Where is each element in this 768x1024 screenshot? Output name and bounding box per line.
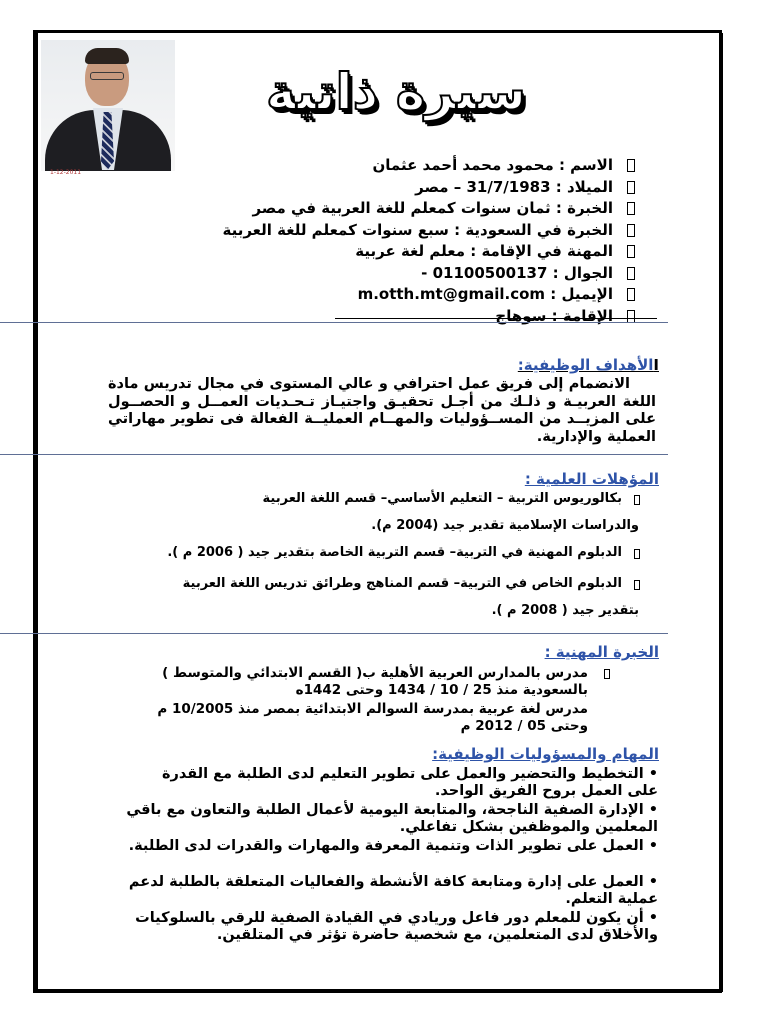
profile-photo (41, 40, 175, 171)
bullet-box-icon (604, 669, 610, 679)
photo-date: 1-12-2011 (50, 169, 82, 176)
bullet-box-icon (627, 224, 635, 237)
info-name: الاسم : محمود محمد أحمد عثمان (280, 155, 635, 177)
qualifications-heading: المؤهلات العلمية : (524, 470, 659, 488)
bullet-box-icon (627, 267, 635, 280)
bullet-box-icon (627, 202, 635, 215)
qualification-item: الدبلوم الخاص في التربية– قسم المناهج وطرائق تدريس اللغة العربية (75, 576, 640, 591)
objectives-text: الانضمام إلى فريق عمل احترافي و عالي المستوى في مجال تدريس مادة اللغة العربيـة و ذلـك من أجـل تحقيـق واجتيـاز تـحـديات العمــل و الحصــول على المزيــد من المســؤوليات والمهــام العمليــة الفعالة فى تطوير مهاراتي العملية والإدارية. (108, 376, 656, 445)
info-profession: المهنة في الإقامة : معلم لغة عربية (280, 241, 635, 263)
section-divider (0, 322, 668, 323)
bullet-box-icon (634, 580, 640, 590)
experience-item: مدرس بالمدارس العربية الأهلية ب( القسم الابتدائي والمتوسط ) بالسعودية منذ 25 / 10 / 1434 وحتى 1442ه (130, 665, 610, 699)
info-residence: الإقامة : سوهاج (280, 306, 635, 328)
bullet-box-icon (627, 288, 635, 301)
info-experience-saudi: الخبرة في السعودية : سبع سنوات كمعلم للغة العربية (280, 220, 635, 242)
experience-item: مدرس لغة عربية بمدرسة السوالم الابتدائية بمصر منذ 10/2005 م وحتى 05 / 2012 م (130, 701, 610, 735)
info-underline (335, 318, 657, 319)
qualification-item-continued: والدراسات الإسلامية تقدير جيد (2004 م). (371, 518, 639, 533)
info-experience-egypt: الخبرة : ثمان سنوات كمعلم للغة العربية في مصر (280, 198, 635, 220)
objectives-prefix: I (653, 356, 659, 374)
personal-info-list (222, 155, 635, 327)
duties-heading: المهام والمسؤوليات الوظيفية: (432, 745, 659, 763)
bullet-box-icon (634, 549, 640, 559)
duty-item: • أن يكون للمعلم دور فاعل وريادي في القيادة الصفية للرقي بالسلوكيات والأخلاق لدى المتعلمين، مع شخصية حاضرة تؤثر في المتلقين. (135, 910, 658, 943)
duty-item: • العمل على تطوير الذات وتنمية المعرفة والمهارات والقدرات لدى الطلبة. (128, 838, 658, 854)
page-title: سيرة ذاتية (266, 63, 526, 121)
bullet-box-icon (627, 245, 635, 258)
duty-item: • التخطيط والتحضير والعمل على تطوير التعليم لدى الطلبة مع القدرة على العمل بروح الفريق الواحد. (161, 766, 658, 799)
bullet-box-icon (604, 705, 610, 715)
qualification-item: الدبلوم المهنية في التربية– قسم التربية الخاصة بتقدير جيد ( 2006 م ). (60, 545, 640, 560)
qualification-item-continued: بتقدير جيد ( 2008 م ). (491, 603, 639, 618)
duty-item: • الإدارة الصفية الناجحة، والمتابعة اليومية لأعمال الطلبة والتعاون مع باقي المعلمين والموظفين بشكل تفاعلي. (126, 802, 658, 835)
duty-item: • العمل على إدارة ومتابعة كافة الأنشطة والفعاليات المتعلقة بالطلبة لدعم عملية التعلم. (128, 874, 658, 907)
bullet-box-icon (627, 159, 635, 172)
info-mobile: الجوال : 01100500137 - (280, 263, 635, 285)
info-email: الإيميل : m.otth.mt@gmail.com (280, 284, 635, 306)
bullet-box-icon (634, 495, 640, 505)
section-divider (0, 633, 668, 634)
objectives-heading-row (495, 356, 659, 374)
bullet-box-icon (627, 310, 635, 323)
section-divider (0, 454, 668, 455)
qualification-item: بكالوريوس التربية – التعليم الأساسي– قسم اللغة العربية (170, 491, 640, 506)
experience-heading: الخبرة المهنية : (544, 643, 659, 661)
bullet-box-icon (627, 181, 635, 194)
info-birth: الميلاد : 31/7/1983 – مصر (280, 177, 635, 199)
objectives-heading: الأهداف الوظيفية: (517, 356, 654, 374)
